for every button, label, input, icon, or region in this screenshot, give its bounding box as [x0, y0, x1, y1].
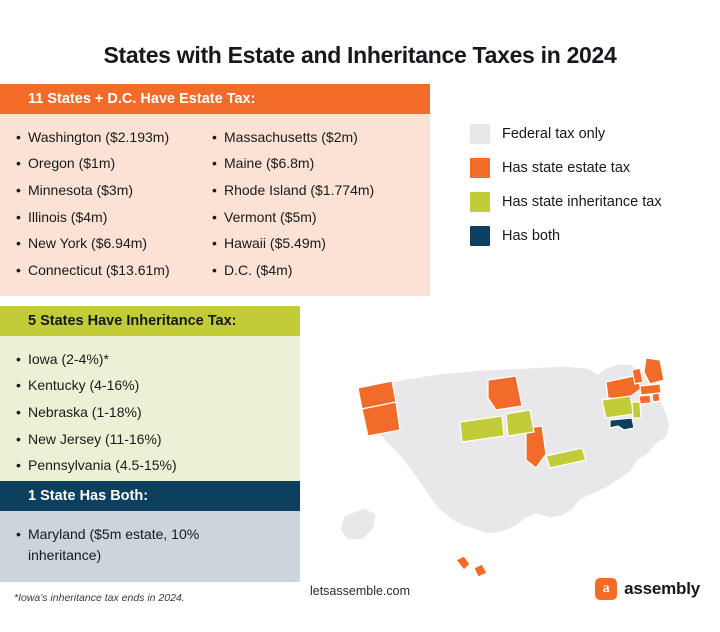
list-item: • Maine ($6.8m): [224, 151, 374, 178]
both-taxes-list: [28, 521, 286, 569]
panel-inheritance-tax-header: 5 States Have Inheritance Tax:: [0, 306, 300, 336]
map-state-hawaii: [456, 556, 470, 570]
map-state-minnesota: [488, 376, 522, 410]
panel-estate-tax-header: 11 States + D.C. Have Estate Tax:: [0, 84, 430, 114]
list-item: • Illinois ($4m): [28, 204, 224, 231]
panel-inheritance-tax: [0, 306, 300, 492]
brand-name: assembly: [624, 579, 700, 598]
legend-swatch-icon: [470, 226, 490, 246]
map-state-iowa: [506, 410, 534, 436]
list-item: • Massachusetts ($2m): [224, 124, 374, 151]
assembly-mark-icon: a: [595, 578, 617, 600]
panel-inheritance-tax-body: [0, 336, 300, 491]
legend-item-both: [470, 226, 710, 246]
inheritance-tax-list: [28, 346, 286, 479]
legend-swatch-icon: [470, 124, 490, 144]
panel-estate-tax-body: [0, 114, 430, 296]
infographic-stage: [0, 84, 720, 617]
map-state-rhode-island: [652, 393, 660, 402]
brand-logo: [595, 578, 700, 600]
list-item: • D.C. ($4m): [224, 258, 374, 285]
list-item: • Hawaii ($5.49m): [224, 231, 374, 258]
map-alaska: [340, 508, 376, 540]
list-item: • Connecticut ($13.61m): [28, 258, 224, 285]
list-item: • Rhode Island ($1.774m): [224, 178, 374, 205]
legend-swatch-icon: [470, 158, 490, 178]
list-item: • Washington ($2.193m): [28, 124, 224, 151]
panel-both-taxes-body: [0, 511, 300, 581]
list-item: • Nebraska (1-18%): [28, 400, 286, 427]
legend-item-federal-only: [470, 124, 710, 144]
footnote: *Iowa's inheritance tax ends in 2024.: [14, 592, 185, 604]
map-state-pennsylvania: [602, 396, 634, 418]
list-item: • Minnesota ($3m): [28, 178, 224, 205]
estate-tax-list-column-2: [224, 124, 374, 284]
legend-swatch-icon: [470, 192, 490, 212]
legend-label: Has both: [502, 228, 561, 244]
map-legend: [470, 124, 710, 260]
panel-estate-tax: [0, 84, 430, 296]
map-state-new-jersey: [632, 402, 641, 418]
legend-label: Has state estate tax: [502, 160, 631, 176]
panel-both-taxes-header: 1 State Has Both:: [0, 481, 300, 511]
legend-item-inheritance-tax: [470, 192, 710, 212]
estate-tax-list-column-1: [28, 124, 224, 284]
source-url[interactable]: letsassemble.com: [309, 584, 411, 598]
list-item: • Pennsylvania (4.5-15%): [28, 453, 286, 480]
panel-both-taxes: [0, 481, 300, 582]
legend-label: Has state inheritance tax: [502, 194, 662, 210]
legend-label: Federal tax only: [502, 126, 606, 142]
list-item: • Oregon ($1m): [28, 151, 224, 178]
list-item: • New York ($6.94m): [28, 231, 224, 258]
list-item: • New Jersey (11-16%): [28, 426, 286, 453]
list-item: • Iowa (2-4%)*: [28, 346, 286, 373]
list-item: • Vermont ($5m): [224, 204, 374, 231]
list-item: • Maryland ($5m estate, 10% inheritance): [28, 521, 286, 569]
legend-item-estate-tax: [470, 158, 710, 178]
map-state-connecticut: [639, 395, 651, 404]
page-title: States with Estate and Inheritance Taxes in 2024: [103, 42, 617, 68]
map-state-hawaii-2: [474, 564, 487, 577]
list-item: • Kentucky (4-16%): [28, 373, 286, 400]
